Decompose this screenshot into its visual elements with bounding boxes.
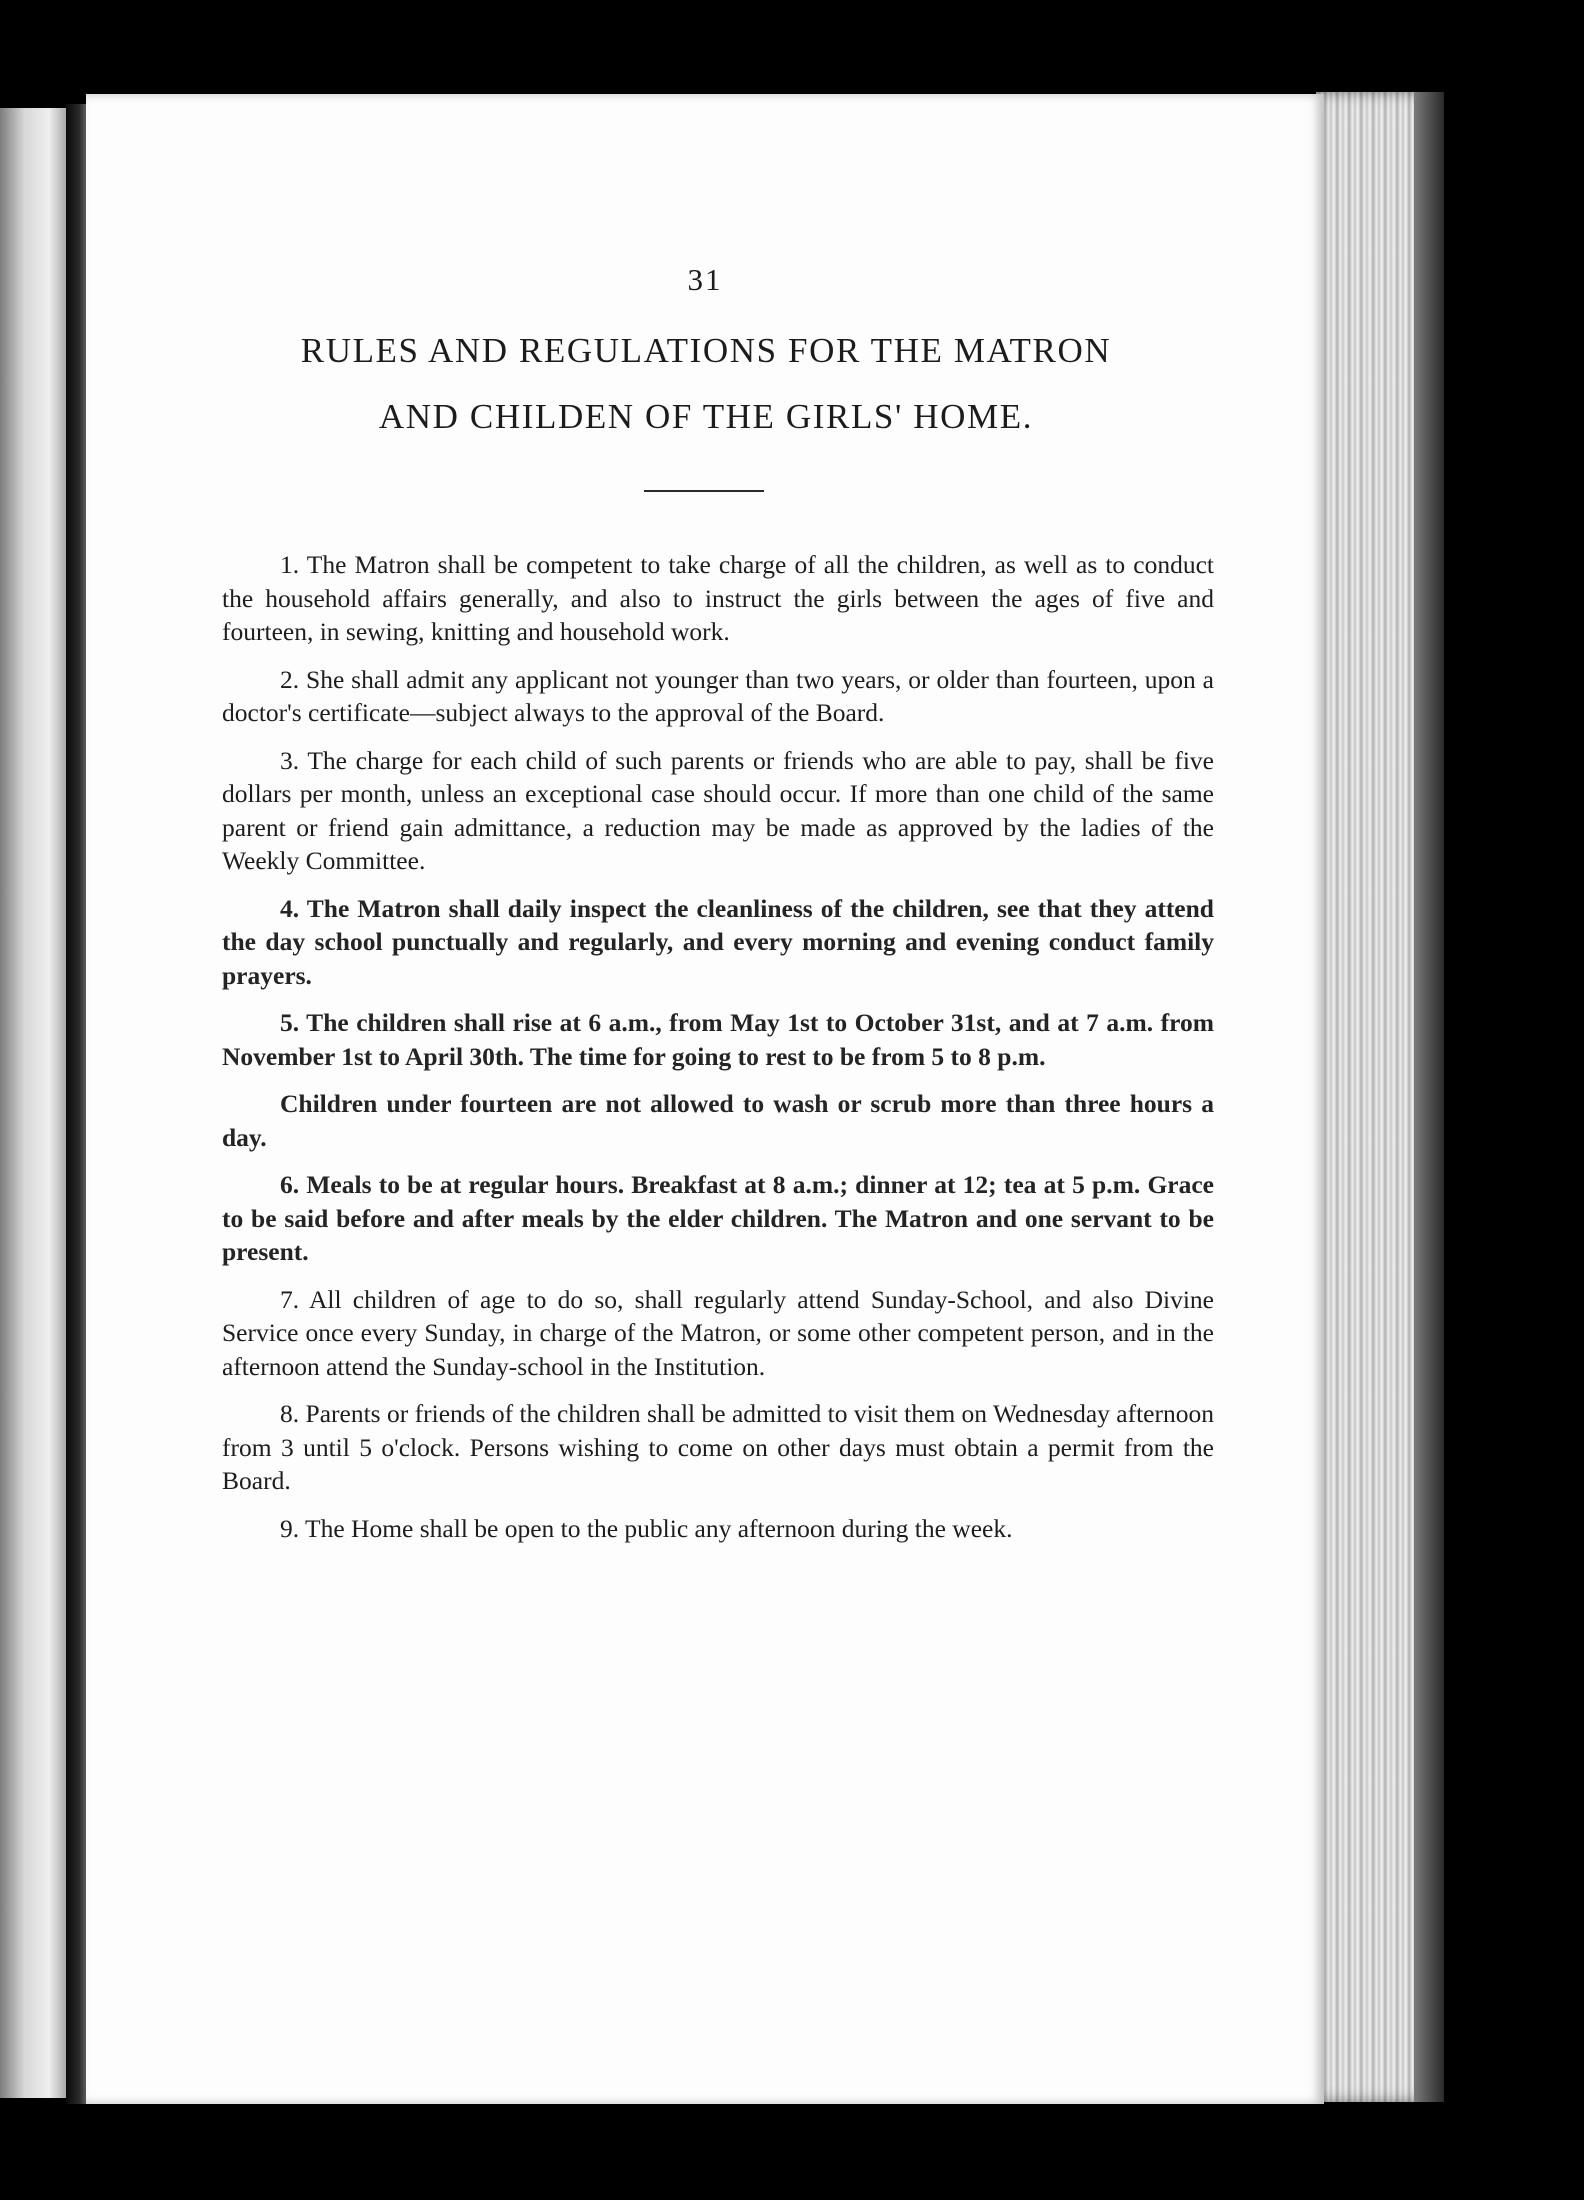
heading-line-1: RULES AND REGULATIONS FOR THE MATRON xyxy=(300,331,1112,370)
left-page-edge xyxy=(0,108,70,2098)
rule-paragraph-4: 4. The Matron shall daily inspect the cleanliness of the children, see that they attend the day school punctually and regularly, and every morning and evening conduct family prayers. xyxy=(222,893,1214,990)
rule-paragraph-2: 2. She shall admit any applicant not younger than two years, or older than fourteen, upon a doctor's certificate—subject always to the approval of the Board. xyxy=(222,664,1214,727)
book-page xyxy=(86,94,1324,2104)
book-gutter xyxy=(66,104,88,2104)
rule-paragraph-7: 7. All children of age to do so, shall regularly attend Sunday-School, and also Divine Service once every Sunday, in charge of the Matron, or some other competent person, and in the afternoon attend the Sunday-school in the Institution. xyxy=(222,1284,1214,1381)
rules-text xyxy=(222,548,1214,1545)
rule-paragraph-1: 1. The Matron shall be competent to take charge of all the children, as well as to conduct the household affairs generally, and also to instruct the girls between the ages of five and fourteen, in sewing, knitting and household work. xyxy=(222,550,1214,646)
page-number: 31 xyxy=(687,262,723,297)
rule-paragraph-9: 9. The Home shall be open to the public any afternoon during the week. xyxy=(280,1513,1013,1543)
page-heading xyxy=(206,318,1206,450)
rule-paragraph-8: 8. Parents or friends of the children shall be admitted to visit them on Wednesday afternoon from 3 until 5 o'clock. Persons wishing to come on other days must obtain a permit from the Board. xyxy=(222,1399,1214,1495)
heading-divider xyxy=(644,490,764,492)
page-block-edges xyxy=(1316,92,1444,2102)
rule-paragraph-5: 5. The children shall rise at 6 a.m., from May 1st to October 31st, and at 7 a.m. from November 1st to April 30th. The time for going to rest to be from 5 to 8 p.m. xyxy=(222,1008,1214,1071)
rule-paragraph-5-note: Children under fourteen are not allowed to wash or scrub more than three hours a day. xyxy=(222,1089,1214,1152)
rule-paragraph-3: 3. The charge for each child of such parents or friends who are able to pay, shall be five dollars per month, unless an exceptional case should occur. If more than one child of the same parent or friend gain admittance, a reduction may be made as approved by the ladies of the Weekly Committee. xyxy=(222,745,1214,875)
rule-paragraph-6: 6. Meals to be at regular hours. Breakfast at 8 a.m.; dinner at 12; tea at 5 p.m. Grace to be said before and after meals by the elder children. The Matron and one servant to be present. xyxy=(222,1170,1214,1266)
heading-line-2: AND CHILDEN OF THE GIRLS' HOME. xyxy=(378,397,1034,436)
